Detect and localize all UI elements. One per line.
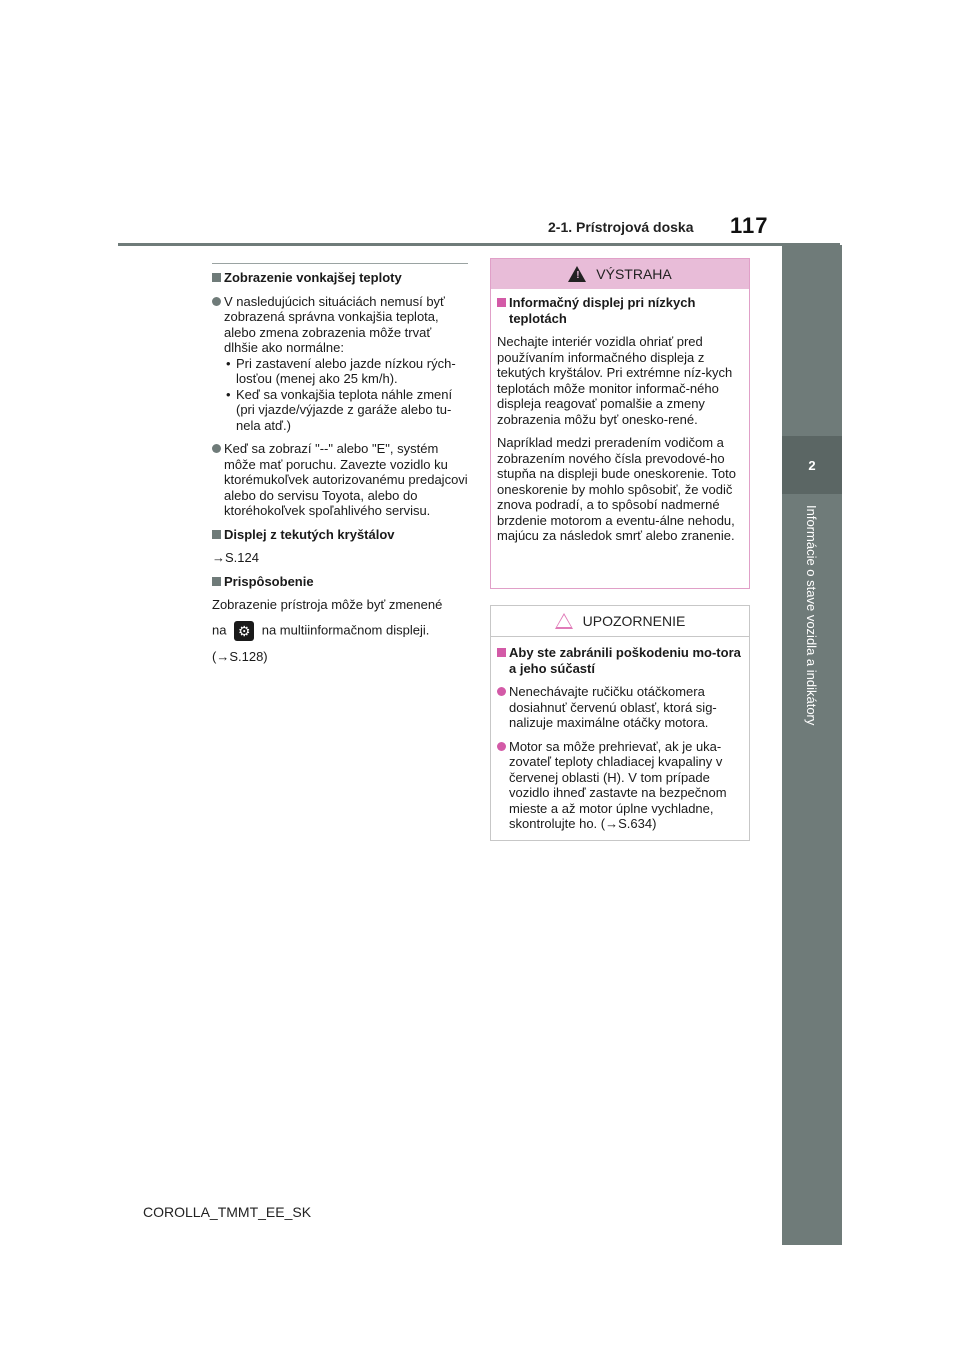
sub-item: • Pri zastavení alebo jazde nízkou rých-losťou (menej ako 25 km/h).	[224, 356, 468, 387]
warning-header	[491, 259, 749, 289]
caution-bullet: Motor sa môže prehrievať, ak je uka-zovateľ teploty chladiacej kvapaliny v červenej oblasti (H). V tom prípade vozidlo ihneď zastavte na bezpečnom mieste a až motor úplne vychladne, skontrolujte ho. (→S.634)	[497, 739, 743, 832]
caution-body	[491, 637, 749, 832]
page-number: 117	[730, 213, 769, 238]
heading-lcd: Displej z tekutých kryštálov	[212, 527, 468, 543]
warning-paragraph: Nechajte interiér vozidla ohriať pred používaním informačného displeja z tekutých kryštálov. Pri extrémne níz-kych teplotách môže monitor informač-ného displeja reagovať pomalšie a zmeny zobrazenia môžu byť onesko-rené.	[497, 334, 733, 427]
column-rule	[212, 263, 468, 264]
caution-header	[491, 606, 749, 637]
customization-text: Zobrazenie prístroja môže byť zmenené	[212, 597, 443, 612]
chapter-tab[interactable]: 2	[782, 436, 842, 494]
page-reference-link[interactable]: →S.124	[212, 550, 259, 565]
caution-title: UPOZORNENIE	[582, 613, 686, 629]
caution-box	[490, 605, 750, 841]
text-post: na multiinformačnom displeji.	[261, 621, 430, 637]
caution-bullet: Nenechávajte ručičku otáčkomera dosiahnuť červenú oblasť, ktorá sig-nalizuje maximálne otáčky motora.	[497, 684, 743, 731]
bullet-item	[212, 294, 468, 434]
gear-icon: ⚙	[234, 621, 254, 641]
heading-outside-temp: Zobrazenie vonkajšej teploty	[212, 270, 468, 286]
bullet-item: Keď sa zobrazí "--" alebo "E", systém môže mať poruchu. Zavezte vozidlo ku ktorémukoľvek autorizovanému predajcovi alebo do servisu Toyota, alebo do ktoréhokoľvek spoľahlivého servisu.	[212, 441, 468, 519]
warning-paragraph: Napríklad medzi preradením vodičom a zobrazením nového čísla prevodové-ho stupňa na displeji bude oneskorenie. Toto oneskorenie by mohlo spôsobiť, že vodič znova podradí, a to spôsobí nadmerné brzdenie motorom a eventu-álne nehodu, majúcu za následok smrť alebo zranenie.	[497, 435, 736, 543]
caution-heading: Aby ste zabránili poškodeniu mo-tora a jeho súčastí	[497, 645, 743, 676]
bullet-text: V nasledujúcich situáciách nemusí byť zobrazená správna vonkajšia teplota, alebo zmena zobrazenia môže trvať dlhšie ako normálne:	[224, 293, 445, 355]
chapter-label-text: Informácie o stave vozidla a indikátory	[804, 505, 819, 726]
caution-triangle-icon	[555, 613, 573, 629]
warning-heading: Informačný displej pri nízkych teplotách	[497, 295, 743, 326]
warning-title: VÝSTRAHA	[596, 266, 672, 282]
warning-box	[490, 258, 750, 589]
warning-body	[491, 289, 749, 544]
left-column	[212, 263, 468, 672]
text-pre: na	[212, 621, 227, 637]
sub-item: • Keď sa vonkajšia teplota náhle zmení (pri vjazde/výjazde z garáže alebo tu-nela atď.)	[224, 387, 468, 434]
heading-customization: Prispôsobenie	[212, 574, 468, 590]
page-reference-link[interactable]: (→S.128)	[212, 648, 268, 664]
section-title: 2-1. Prístrojová doska	[548, 219, 694, 235]
side-bar	[782, 245, 842, 1245]
customization-text-2	[212, 621, 468, 641]
header-rule	[118, 243, 840, 246]
warning-triangle-icon: !	[568, 266, 586, 282]
footer-code: COROLLA_TMMT_EE_SK	[143, 1204, 312, 1220]
